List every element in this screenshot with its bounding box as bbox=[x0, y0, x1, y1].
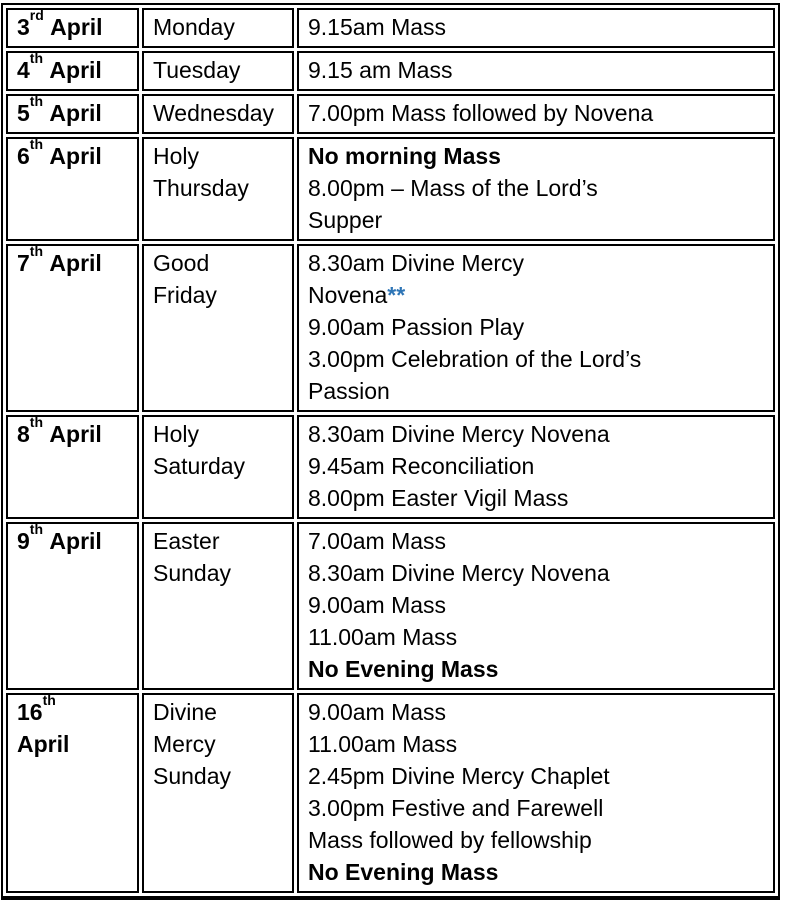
event-text: No Evening Mass bbox=[308, 656, 499, 682]
weekday-cell bbox=[142, 137, 294, 241]
weekday-line: Holy bbox=[153, 143, 200, 169]
date-cell bbox=[6, 137, 139, 241]
weekday-cell bbox=[142, 94, 294, 134]
ordinal-superscript: th bbox=[29, 244, 44, 260]
date-cell bbox=[6, 51, 139, 91]
date-cell bbox=[6, 415, 139, 519]
events-cell bbox=[297, 94, 775, 134]
weekday-cell bbox=[142, 415, 294, 519]
events-cell bbox=[297, 522, 775, 690]
event-text: 9.00am Mass bbox=[308, 592, 447, 618]
event-text: 7.00am Mass bbox=[308, 528, 447, 554]
event-line bbox=[308, 11, 769, 43]
weekday-line: Friday bbox=[153, 282, 217, 308]
date-month: April bbox=[17, 731, 70, 757]
event-line bbox=[308, 525, 769, 557]
date-cell bbox=[6, 522, 139, 690]
weekday-line: Wednesday bbox=[153, 100, 275, 126]
event-text: 2.45pm Divine Mercy Chaplet bbox=[308, 763, 610, 789]
date-month: April bbox=[43, 143, 102, 169]
event-line bbox=[308, 728, 769, 760]
table-row bbox=[6, 8, 775, 48]
events-cell bbox=[297, 244, 775, 412]
date-text: 16 bbox=[17, 699, 43, 725]
weekday-cell bbox=[142, 51, 294, 91]
ordinal-superscript: th bbox=[42, 693, 56, 709]
event-text: Passion bbox=[308, 378, 390, 404]
event-line bbox=[308, 589, 769, 621]
event-text: 9.45am Reconciliation bbox=[308, 453, 535, 479]
date-cell bbox=[6, 94, 139, 134]
table-row bbox=[6, 244, 775, 412]
ordinal-superscript: th bbox=[29, 94, 44, 110]
ordinal-superscript: th bbox=[29, 415, 44, 431]
event-line bbox=[308, 247, 769, 279]
table-row bbox=[6, 415, 775, 519]
event-text: Novena bbox=[308, 282, 388, 308]
date-text: 7 bbox=[17, 250, 30, 276]
ordinal-superscript: th bbox=[29, 137, 44, 153]
ordinal-superscript: rd bbox=[29, 8, 44, 24]
weekday-line: Good bbox=[153, 250, 210, 276]
event-text: 7.00pm Mass followed by Novena bbox=[308, 100, 654, 126]
weekday-line: Saturday bbox=[153, 453, 246, 479]
event-line bbox=[308, 375, 769, 407]
event-text: 3.00pm Celebration of the Lord’s bbox=[308, 346, 642, 372]
event-text: 8.30am Divine Mercy Novena bbox=[308, 421, 610, 447]
event-line bbox=[308, 792, 769, 824]
table-row bbox=[6, 522, 775, 690]
event-text: 9.00am Passion Play bbox=[308, 314, 525, 340]
event-line bbox=[308, 97, 769, 129]
weekday-line: Monday bbox=[153, 14, 235, 40]
event-line bbox=[308, 279, 769, 311]
date-month: April bbox=[43, 57, 102, 83]
date-text: 4 bbox=[17, 57, 30, 83]
event-line bbox=[308, 621, 769, 653]
event-text: 3.00pm Festive and Farewell bbox=[308, 795, 604, 821]
date-text: 5 bbox=[17, 100, 30, 126]
date-month: April bbox=[43, 528, 102, 554]
event-text: 9.15 am Mass bbox=[308, 57, 453, 83]
date-month: April bbox=[43, 421, 102, 447]
events-cell bbox=[297, 137, 775, 241]
accent-asterisks: ** bbox=[387, 282, 406, 308]
weekday-line: Easter bbox=[153, 528, 220, 554]
weekday-cell bbox=[142, 244, 294, 412]
schedule-table bbox=[1, 3, 780, 900]
date-cell bbox=[6, 244, 139, 412]
event-line bbox=[308, 54, 769, 86]
weekday-cell bbox=[142, 8, 294, 48]
event-line bbox=[308, 311, 769, 343]
date-text: 6 bbox=[17, 143, 30, 169]
event-line bbox=[308, 824, 769, 856]
event-line bbox=[308, 653, 769, 685]
date-month: April bbox=[43, 250, 102, 276]
event-text: Mass followed by fellowship bbox=[308, 827, 592, 853]
event-text: 8.30am Divine Mercy bbox=[308, 250, 525, 276]
event-line bbox=[308, 450, 769, 482]
weekday-cell bbox=[142, 693, 294, 893]
event-line bbox=[308, 557, 769, 589]
events-cell bbox=[297, 693, 775, 893]
events-cell bbox=[297, 8, 775, 48]
event-line bbox=[308, 343, 769, 375]
weekday-line: Sunday bbox=[153, 560, 232, 586]
event-text: 9.15am Mass bbox=[308, 14, 447, 40]
event-line bbox=[308, 482, 769, 514]
event-text: 11.00am Mass bbox=[308, 624, 458, 650]
event-text: 8.00pm – Mass of the Lord’s bbox=[308, 175, 598, 201]
events-cell bbox=[297, 415, 775, 519]
event-line bbox=[308, 418, 769, 450]
table-row bbox=[6, 137, 775, 241]
event-line bbox=[308, 696, 769, 728]
event-text: 9.00am Mass bbox=[308, 699, 447, 725]
event-text: 8.00pm Easter Vigil Mass bbox=[308, 485, 569, 511]
date-text: 8 bbox=[17, 421, 30, 447]
events-cell bbox=[297, 51, 775, 91]
table-row bbox=[6, 94, 775, 134]
date-cell bbox=[6, 693, 139, 893]
weekday-line: Sunday bbox=[153, 763, 232, 789]
event-line bbox=[308, 760, 769, 792]
table-row bbox=[6, 693, 775, 893]
event-line bbox=[308, 856, 769, 888]
schedule-table-body bbox=[6, 8, 775, 893]
event-text: No morning Mass bbox=[308, 143, 501, 169]
event-line bbox=[308, 204, 769, 236]
event-text: Supper bbox=[308, 207, 383, 233]
date-cell bbox=[6, 8, 139, 48]
weekday-line: Divine bbox=[153, 699, 217, 725]
weekday-cell bbox=[142, 522, 294, 690]
weekday-line: Mercy bbox=[153, 731, 216, 757]
date-text: 3 bbox=[17, 14, 30, 40]
ordinal-superscript: th bbox=[29, 522, 44, 538]
date-month: April bbox=[43, 100, 102, 126]
ordinal-superscript: th bbox=[29, 51, 44, 67]
event-text: No Evening Mass bbox=[308, 859, 499, 885]
event-line bbox=[308, 172, 769, 204]
date-text: 9 bbox=[17, 528, 30, 554]
event-text: 11.00am Mass bbox=[308, 731, 458, 757]
weekday-line: Thursday bbox=[153, 175, 249, 201]
table-row bbox=[6, 51, 775, 91]
date-month: April bbox=[43, 14, 103, 40]
weekday-line: Holy bbox=[153, 421, 200, 447]
event-line bbox=[308, 140, 769, 172]
weekday-line: Tuesday bbox=[153, 57, 241, 83]
event-text: 8.30am Divine Mercy Novena bbox=[308, 560, 610, 586]
